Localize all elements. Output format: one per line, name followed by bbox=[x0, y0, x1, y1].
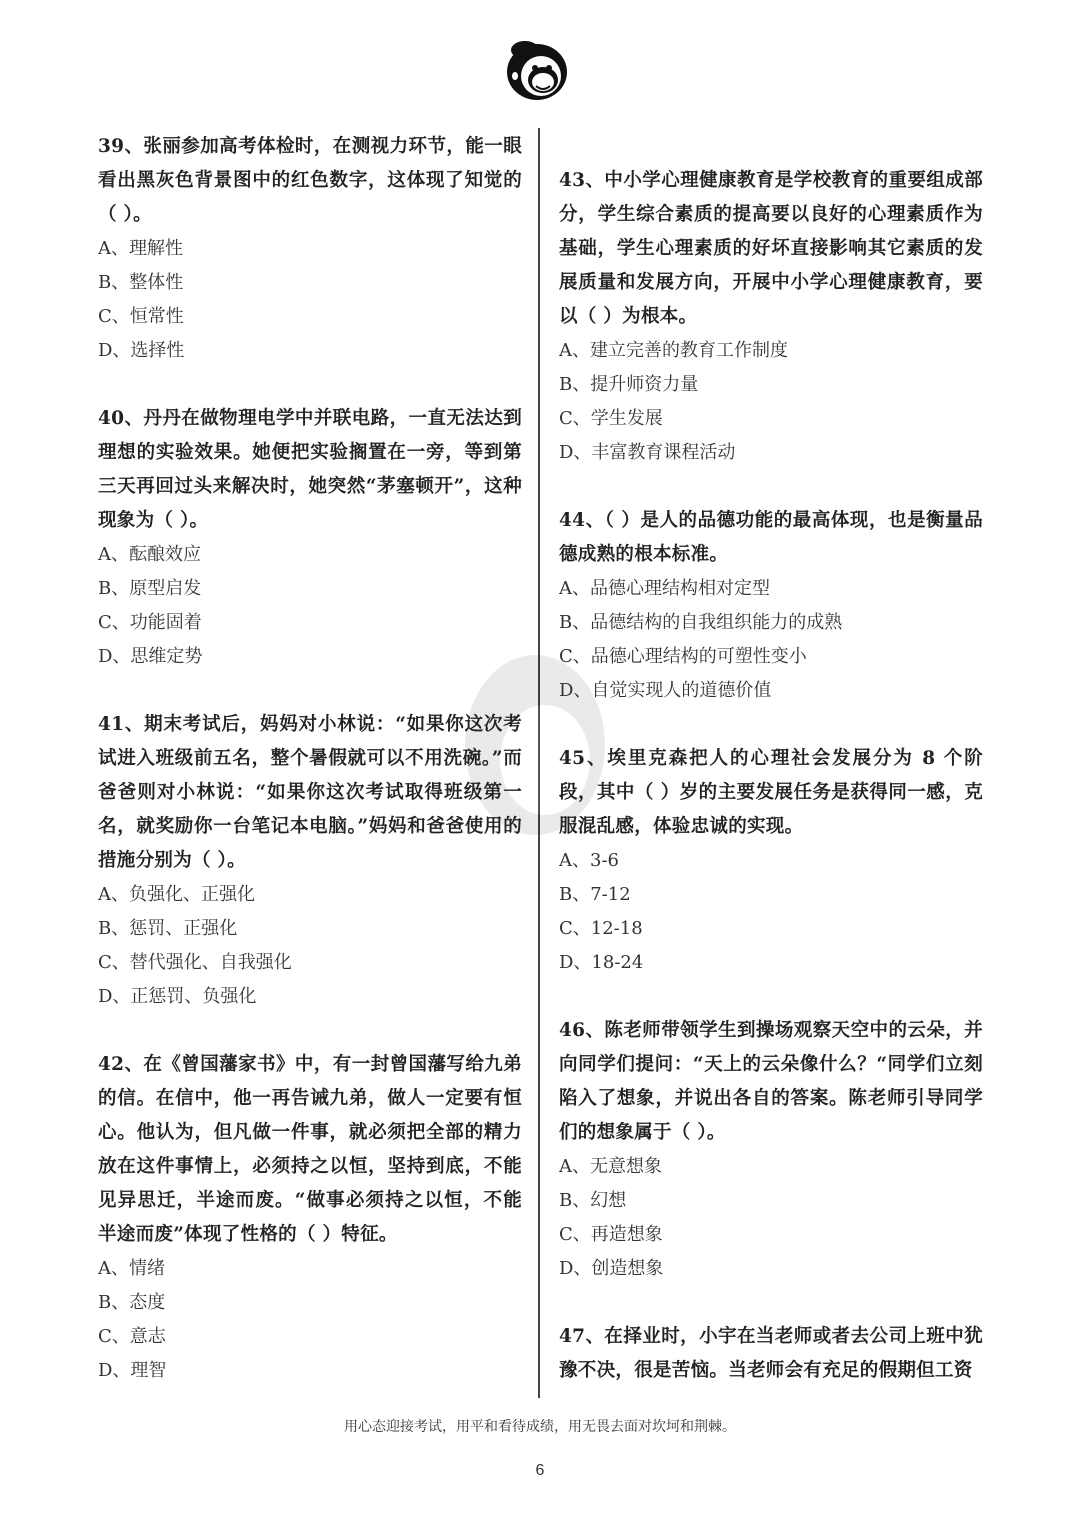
answer-option: B、态度 bbox=[98, 1292, 166, 1313]
chimp-logo-icon bbox=[503, 38, 571, 102]
answer-option: A、品德心理结构相对定型 bbox=[559, 578, 770, 599]
answer-option: B、7-12 bbox=[559, 884, 631, 905]
question-stem: 47、在择业时，小宇在当老师或者去公司上班中犹豫不决，很是苦恼。当老师会有充足的假期但工资 bbox=[559, 1326, 983, 1381]
answer-option: A、酝酿效应 bbox=[98, 544, 201, 565]
answer-option: B、惩罚、正强化 bbox=[98, 918, 238, 939]
answer-option: B、品德结构的自我组织能力的成熟 bbox=[559, 612, 843, 633]
answer-option: C、恒常性 bbox=[98, 306, 184, 327]
question-stem: 42、在《曾国藩家书》中，有一封曾国藩写给九弟的信。在信中，他一再告诫九弟，做人一定要有恒心。他认为，但凡做一件事，就必须把全部的精力放在这件事情上，必须持之以恒，坚持到底，不能见异思迁，半途而废。“做事必须持之以恒，不能半途而废”体现了性格的（ ）特征。 bbox=[98, 1054, 522, 1245]
answer-option: A、负强化、正强化 bbox=[98, 884, 255, 905]
answer-option: D、正惩罚、负强化 bbox=[98, 986, 257, 1007]
page-number: 6 bbox=[535, 1462, 545, 1479]
answer-option: D、丰富教育课程活动 bbox=[559, 442, 736, 463]
question-stem: 45、埃里克森把人的心理社会发展分为 8 个阶段，其中（ ）岁的主要发展任务是获得同一感，克服混乱感，体验忠诚的实现。 bbox=[559, 748, 983, 837]
answer-option: B、原型启发 bbox=[98, 578, 202, 599]
answer-option: D、理智 bbox=[98, 1360, 167, 1381]
question-stem: 46、陈老师带领学生到操场观察天空中的云朵，并向同学们提问：“天上的云朵像什么？“同学们立刻陷入了想象，并说出各自的答案。陈老师引导同学们的想象属于（ ）。 bbox=[559, 1020, 983, 1143]
answer-option: C、再造想象 bbox=[559, 1224, 663, 1245]
answer-option: D、选择性 bbox=[98, 340, 185, 361]
answer-option: A、情绪 bbox=[98, 1258, 165, 1279]
answer-option: B、幻想 bbox=[559, 1190, 627, 1211]
question bbox=[98, 708, 522, 1014]
answer-option: C、品德心理结构的可塑性变小 bbox=[559, 646, 807, 667]
answer-option: B、整体性 bbox=[98, 272, 184, 293]
question bbox=[559, 164, 983, 470]
answer-option: C、功能固着 bbox=[98, 612, 202, 633]
answer-option: A、建立完善的教育工作制度 bbox=[559, 340, 788, 361]
answer-option: A、理解性 bbox=[98, 238, 183, 259]
answer-option: C、替代强化、自我强化 bbox=[98, 952, 292, 973]
question bbox=[559, 1320, 983, 1388]
right-column bbox=[559, 164, 983, 1422]
question-stem: 39、张丽参加高考体检时，在测视力环节，能一眼看出黑灰色背景图中的红色数字，这体现了知觉的（ ）。 bbox=[98, 136, 522, 225]
question bbox=[559, 1014, 983, 1286]
question-stem: 44、（ ）是人的品德功能的最高体现，也是衡量品德成熟的根本标准。 bbox=[559, 510, 983, 565]
answer-option: A、无意想象 bbox=[559, 1156, 662, 1177]
left-column bbox=[98, 130, 522, 1422]
question bbox=[559, 504, 983, 708]
question bbox=[98, 1048, 522, 1388]
answer-option: C、学生发展 bbox=[559, 408, 663, 429]
question-stem: 43、中小学心理健康教育是学校教育的重要组成部分，学生综合素质的提高要以良好的心理素质作为基础，学生心理素质的好坏直接影响其它素质的发展质量和发展方向，开展中小学心理健康教育，要以（ ）为根本。 bbox=[559, 170, 983, 327]
footer-motto: 用心态迎接考试，用平和看待成绩，用无畏去面对坎坷和荆棘。 bbox=[344, 1419, 736, 1435]
question bbox=[98, 402, 522, 674]
question-stem: 40、丹丹在做物理电学中并联电路，一直无法达到理想的实验效果。她便把实验搁置在一旁，等到第三天再回过头来解决时，她突然“茅塞顿开”，这种现象为（ ）。 bbox=[98, 408, 522, 531]
answer-option: D、创造想象 bbox=[559, 1258, 664, 1279]
answer-option: B、提升师资力量 bbox=[559, 374, 699, 395]
question bbox=[98, 130, 522, 368]
answer-option: D、自觉实现人的道德价值 bbox=[559, 680, 772, 701]
answer-option: D、18-24 bbox=[559, 952, 644, 973]
answer-option: A、3-6 bbox=[559, 850, 619, 871]
question-stem: 41、期末考试后，妈妈对小林说：“如果你这次考试进入班级前五名，整个暑假就可以不用洗碗。”而爸爸则对小林说：“如果你这次考试取得班级第一名，就奖励你一台笔记本电脑。”妈妈和爸爸使用的措施分别为（ ）。 bbox=[98, 714, 522, 871]
answer-option: C、意志 bbox=[98, 1326, 166, 1347]
answer-option: C、12-18 bbox=[559, 918, 643, 939]
answer-option: D、思维定势 bbox=[98, 646, 203, 667]
question bbox=[559, 742, 983, 980]
